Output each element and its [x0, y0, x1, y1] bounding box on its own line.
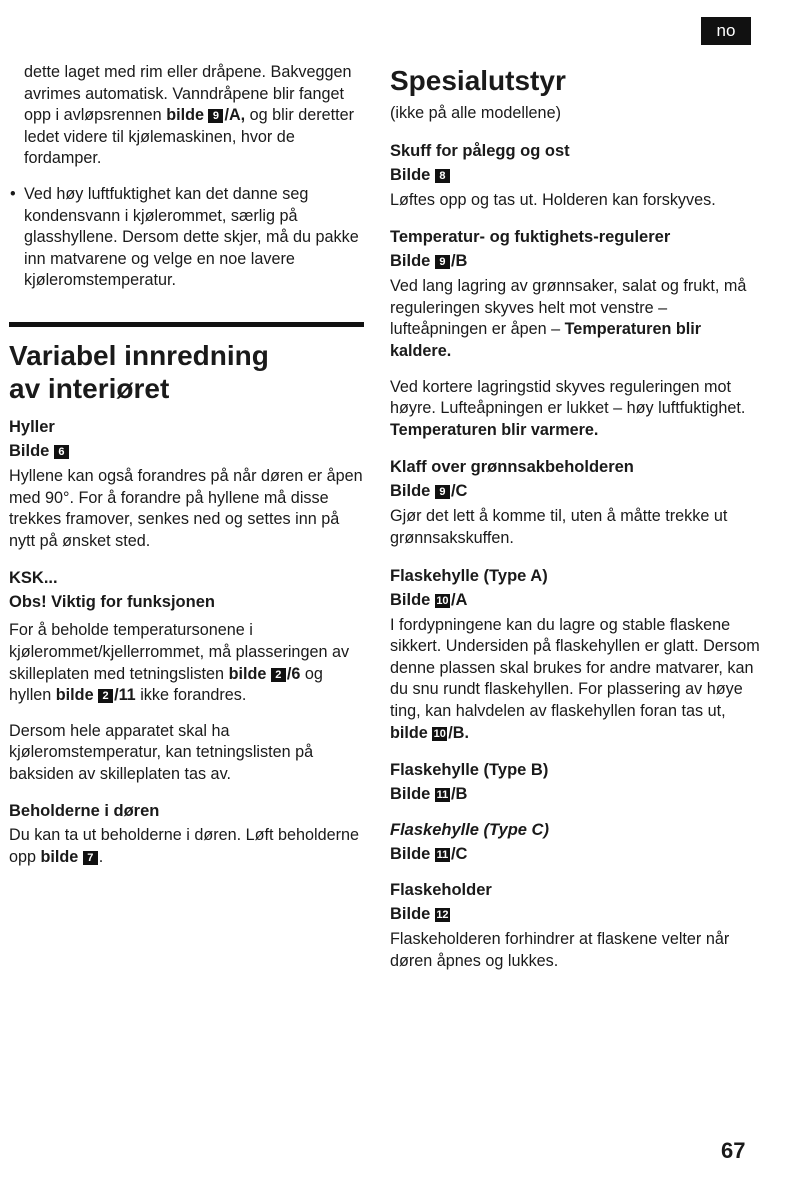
figure-number-badge: 6	[54, 445, 69, 459]
door-text: Du kan ta ut beholderne i døren. Løft beholderne opp bilde 7 .	[9, 826, 360, 867]
shelves-text: Hyllene kan også forandres på når døren er åpen med 90°. For å forandre på hyllene må disse trekkes framover, senkes ned og settes inn på nytt på ønsket sted.	[9, 466, 363, 550]
language-tag: no	[701, 17, 751, 45]
figure-number-badge: 7	[83, 851, 98, 865]
continuation-paragraph: dette laget med rim eller dråpene. Bakveggen avrimes automatisk. Vanndråpene blir fanget opp i avløpsrennen bilde 9 /A, og blir deretter ledet videre til kjølemaskinen, hvor de fordamper.	[24, 63, 355, 168]
item-cheese-drawer: Skuff for pålegg og ost Bilde 8 Løftes opp og tas ut. Holderen kan forskyves.	[390, 141, 716, 209]
bullet-item: • Ved høy luftfuktighet kan det danne seg kondensvann i kjølerommet, særlig på glasshyllene. Dersom dette skjer, må du pakke inn matvarene og velge en noe lavere kjøleromstemperatur.	[9, 184, 364, 292]
figure-number-badge: 8	[435, 169, 450, 183]
left-column	[9, 62, 364, 869]
ksk-heading: KSK...	[9, 569, 58, 588]
right-column	[390, 62, 765, 972]
figure-number-badge: 9	[435, 485, 450, 499]
figure-number-badge: 2	[98, 689, 113, 703]
figure-number-badge: 10	[436, 594, 449, 607]
figure-number-badge: 11	[436, 849, 449, 862]
door-heading: Beholderne i døren	[9, 802, 160, 821]
ksk-subheading: Obs! Viktig for funksjonen	[9, 593, 215, 612]
figure-number-badge: 10	[433, 727, 446, 740]
special-equipment-subtitle: (ikke på alle modellene)	[390, 104, 561, 122]
figure-number-badge: 12	[436, 909, 449, 922]
shelves-heading: Hyller	[9, 417, 55, 436]
figure-number-badge: 9	[435, 255, 450, 269]
section-divider	[9, 322, 364, 327]
item-bottle-holder: Flaskeholder Bilde 12 Flaskeholderen forhindrer at flaskene velter når døren åpnes og lukkes.	[390, 881, 730, 970]
figure-number-badge: 2	[271, 668, 286, 682]
ksk-text: For å beholde temperatursonene i kjølerommet/kjellerrommet, må plasseringen av skilleplaten med tetningslisten bilde 2 /6 og hyllen bilde 2 /11 ikke forandres.	[9, 621, 350, 705]
figure-number-badge: 9	[208, 109, 223, 123]
special-equipment-title: Spesialutstyr	[390, 65, 566, 96]
item-bottle-shelf-a: Flaskehylle (Type A) Bilde 10 /A I fordypningene kan du lagre og stable flaskene sikkert. Undersiden på flaskehyllen er glatt. Dersom denne plassen skal brukes for andre matvarer, kan du snu rundt flaskehyllen. For plassering av høye ting, kan halvdelen av flaskehyllen foran tas ut, bilde 10 /B.	[390, 566, 760, 742]
item-bottle-shelf-c: Flaskehylle (Type C) Bilde 11 /C	[390, 821, 549, 864]
page-number: 67	[721, 1138, 746, 1163]
section-title: Variabel innredning av interiøret	[9, 339, 269, 404]
figure-number-badge: 11	[436, 789, 449, 802]
ksk-text-2: Dersom hele apparatet skal ha kjøleromstemperatur, kan tetningslisten på baksiden av skilleplaten tas av.	[9, 721, 314, 783]
item-humidity-regulator: Temperatur- og fuktighets-regulerer Bilde 9 /B Ved lang lagring av grønnsaker, salat og frukt, må reguleringen skyves helt mot venstre – lufteåpningen er åpen – Temperaturen blir kaldere. Ved kortere lagringstid skyves reguleringen mot høyre. Lufteåpningen er lukket – høy luftfuktighet. Temperaturen blir varmere.	[390, 228, 747, 439]
item-vegetable-flap: Klaff over grønnsakbeholderen Bilde 9 /C Gjør det lett å komme til, uten å måtte trekke ut grønnsakskuffen.	[390, 458, 728, 547]
item-bottle-shelf-b: Flaskehylle (Type B) Bilde 11 /B	[390, 761, 549, 804]
figure-reference: Bilde 6	[9, 439, 364, 463]
